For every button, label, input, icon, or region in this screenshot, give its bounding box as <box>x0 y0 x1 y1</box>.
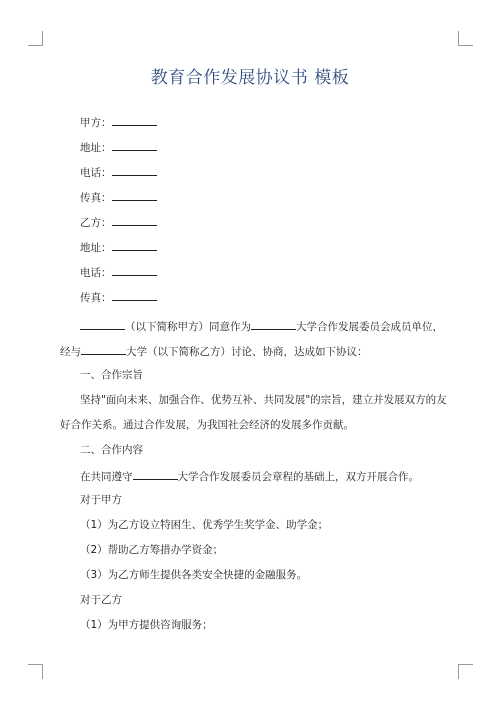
blank-line <box>112 189 157 201</box>
paragraph-line: 坚持"面向未来、加强合作、优势互补、共同发展"的宗旨，建立并发展双方的友 <box>80 394 447 406</box>
field-phone-a <box>80 164 157 180</box>
blank-line <box>133 468 178 480</box>
sub-heading-party-b: 对于乙方 <box>80 594 122 606</box>
intro-text: 大学（以下简称乙方）讨论、协商，达成如下协议： <box>126 346 368 358</box>
field-party-b <box>80 214 157 230</box>
crop-mark-bottom-right <box>458 664 473 679</box>
field-party-a <box>80 114 157 130</box>
document-title: 教育合作发展协议书 模板 <box>150 68 350 88</box>
field-address-b <box>80 239 157 255</box>
field-fax-a <box>80 189 157 205</box>
blank-line <box>251 318 296 330</box>
paragraph-text: 大学合作发展委员会章程的基础上，双方开展合作。 <box>177 471 419 483</box>
blank-line <box>81 343 126 355</box>
field-label: 电话： <box>80 167 112 179</box>
intro-text: 经与 <box>60 346 81 358</box>
section-heading: 二、合作内容 <box>80 444 143 456</box>
crop-mark-bottom-left <box>28 664 43 679</box>
blank-line <box>112 239 157 251</box>
list-item: （1）为乙方设立特困生、优秀学生奖学金、助学金； <box>80 519 329 531</box>
blank-line <box>112 139 157 151</box>
sub-heading-party-a: 对于甲方 <box>80 494 122 506</box>
intro-text: （以下简称甲方）同意作为 <box>125 321 251 333</box>
field-phone-b <box>80 264 157 280</box>
blank-line <box>112 264 157 276</box>
list-item: （1）为甲方提供咨询服务； <box>80 619 213 631</box>
field-label: 传真： <box>80 292 112 304</box>
blank-line <box>80 318 125 330</box>
field-address-a <box>80 139 157 155</box>
intro-line-2 <box>60 343 368 359</box>
field-label: 传真： <box>80 192 112 204</box>
blank-line <box>112 214 157 226</box>
field-label: 甲方： <box>80 117 112 129</box>
intro-text: 大学合作发展委员会成员单位， <box>296 321 443 333</box>
crop-mark-top-right <box>458 31 473 46</box>
intro-line-1 <box>80 318 443 334</box>
paragraph-line: 好合作关系。通过合作发展，为我国社会经济的发展多作贡献。 <box>60 419 354 431</box>
blank-line <box>112 114 157 126</box>
paragraph-text: 在共同遵守 <box>80 471 133 483</box>
crop-mark-top-left <box>28 31 43 46</box>
list-item: （2）帮助乙方筹措办学资金； <box>80 544 224 556</box>
paragraph-line <box>80 468 419 484</box>
field-label: 地址： <box>80 142 112 154</box>
blank-line <box>112 289 157 301</box>
field-label: 乙方： <box>80 217 112 229</box>
field-fax-b <box>80 289 157 305</box>
blank-line <box>112 164 157 176</box>
field-label: 电话： <box>80 267 112 279</box>
section-heading: 一、合作宗旨 <box>80 369 143 381</box>
field-label: 地址： <box>80 242 112 254</box>
list-item: （3）为乙方师生提供各类安全快捷的金融服务。 <box>80 569 308 581</box>
